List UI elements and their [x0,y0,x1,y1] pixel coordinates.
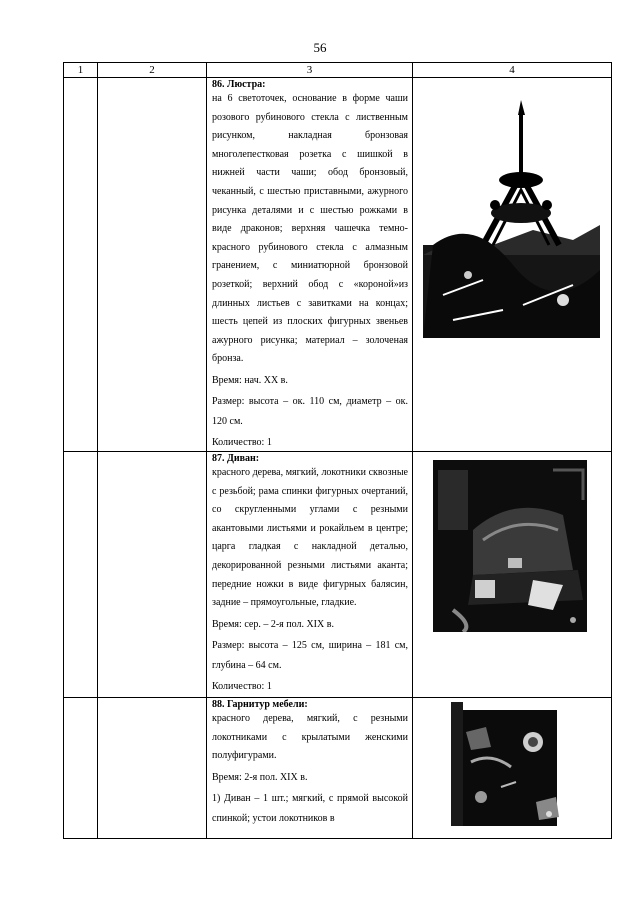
chandelier-photo [423,95,600,338]
entry-size: Размер: высота – 125 см, ширина – 181 см, глубина – 64 см. [212,640,408,671]
cell-number [64,698,98,839]
entry-title: 87. Диван: [212,453,260,464]
cell-blank [98,698,207,839]
table-row [64,452,612,698]
entry-title: 86. Люстра: [212,79,266,90]
column-header-4: 4 [413,63,612,78]
entry-time: Время: 2-я пол. XIX в. [212,771,308,783]
table-header-row [64,63,612,78]
inventory-table [63,62,612,839]
cell-description [207,452,413,698]
table-row [64,698,612,839]
cell-photo [413,452,612,698]
entry-quantity: Количество: 1 [212,437,272,449]
column-header-3: 3 [207,63,413,78]
cell-blank [98,452,207,698]
cell-number [64,78,98,452]
cell-blank [98,78,207,452]
entry-quantity: Количество: 1 [212,680,272,692]
column-header-1: 1 [64,63,98,78]
cell-photo [413,78,612,452]
entry-text-continued: 1) Диван – 1 шт.; мягкий, с прямой высокой спинкой; устои локотников в [212,793,408,824]
page-number: 56 [313,40,327,55]
cell-number [64,452,98,698]
entry-text: на 6 светоточек, основание в форме чаши розового рубинового стекла с лиственным рисунком, накладная бронзовая многолепестковая розетка с шишкой в нижней части чаши; обод бронзовый, чеканный, с шестью приставными, ажурного рисунка деталями и с шестью рожками в виде драконов; верхняя чашечка темно-красного рубинового стекла с алмазным гранением, с миниатюрной бронзовой розеткой; верхний обод с «короной»из длинных листьев с завитками на концах; шесть цепей из плоских фигурных звеньев ажурного рисунка; материал – золоченая бронза. [212,93,408,365]
entry-title: 88. Гарнитур мебели: [212,699,308,710]
cell-photo [413,698,612,839]
cell-description [207,698,413,839]
entry-text: красного дерева, мягкий, с резными локотниками с крылатыми женскими полуфигурами. [212,713,408,762]
furniture-set-photo [441,702,568,826]
table-row [64,78,612,452]
cell-description [207,78,413,452]
entry-size: Размер: высота – ок. 110 см, диаметр – ок. 120 см. [212,396,408,427]
entry-time: Время: сер. – 2-я пол. XIX в. [212,618,334,630]
column-header-2: 2 [98,63,207,78]
entry-time: Время: нач. XX в. [212,374,288,386]
entry-text: красного дерева, мягкий, локотники сквозные с резьбой; рама спинки фигурных очертаний, со скругленными углами с резными акантовыми листьями и рокайльем в центре; царга гладкая с накладной деталью, декорированной резными листьями аканта; передние ножки в виде фигурных балясин, задние – прямоугольные, гладкие. [212,467,408,609]
sofa-photo [433,460,587,632]
